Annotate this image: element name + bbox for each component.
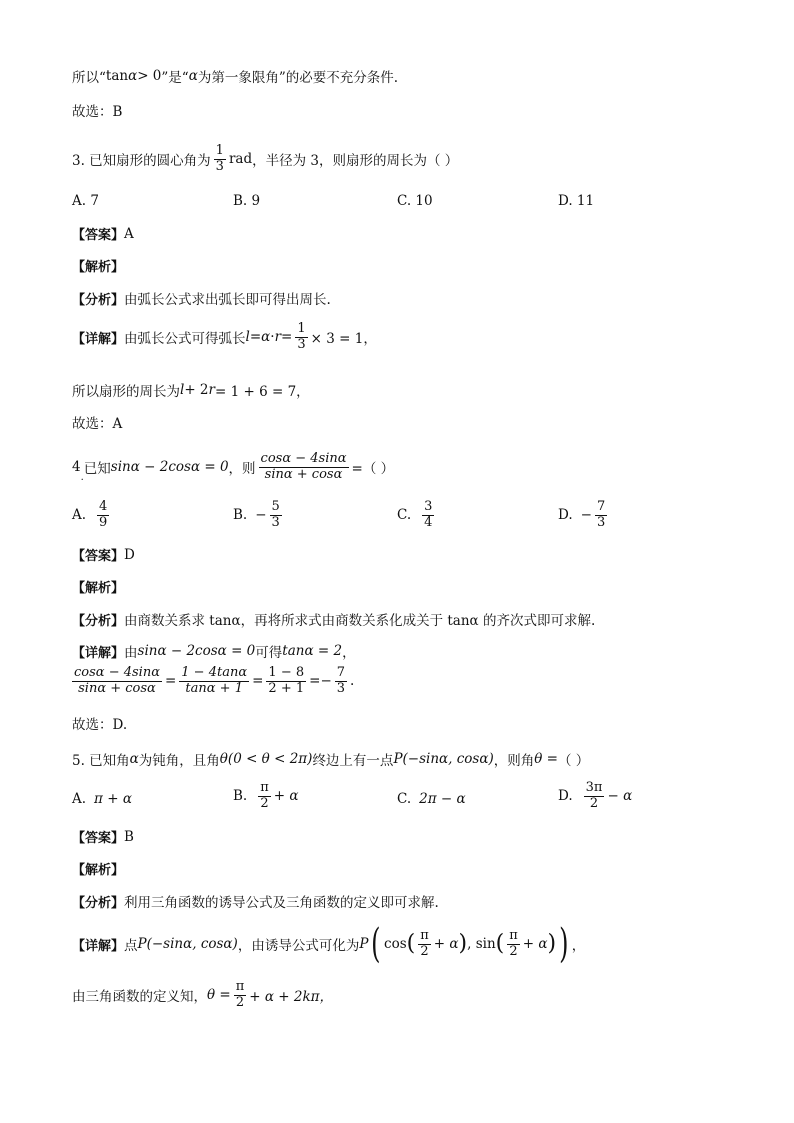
math-expr: P(−sinα, cosα)	[137, 936, 238, 952]
q4-answer	[72, 545, 135, 564]
math-expr: θ(0 < θ < 2π)	[219, 751, 313, 767]
math-func: , sin	[467, 936, 496, 952]
numerator: π	[260, 780, 269, 795]
xiangjie-tag: 【详解】	[72, 331, 125, 347]
math-text: + 2	[184, 382, 209, 398]
text: 3. 已知扇形的圆心角为	[72, 153, 211, 170]
math-var: α	[128, 68, 138, 84]
option-expr: + α	[273, 788, 299, 805]
numerator: 5	[271, 499, 280, 514]
prev-choose: 故选：B	[72, 104, 123, 120]
q4-stem-fraction	[259, 452, 349, 483]
math-text: =	[249, 329, 262, 346]
option-label: D.	[558, 788, 573, 805]
text: 利用三角函数的诱导公式及三角函数的定义即可求解.	[124, 895, 439, 911]
answer-value: D	[124, 546, 135, 563]
q3-fenxi	[72, 288, 331, 308]
denominator: 3	[271, 514, 280, 530]
analysis-tag: 【解析】	[72, 863, 125, 878]
option-fraction	[422, 500, 434, 531]
prev-conclusion	[72, 66, 398, 86]
option-fraction	[97, 500, 109, 531]
numerator: 4	[99, 499, 108, 514]
text: 所以扇形的周长为	[72, 384, 180, 400]
text: 5. 已知角	[72, 753, 130, 769]
math-var: α	[188, 68, 198, 84]
denominator: tanα + 1	[185, 680, 243, 696]
analysis-tag: 【解析】	[72, 581, 125, 596]
q5-option-b	[233, 781, 299, 812]
q4-analysis-tag	[72, 577, 124, 596]
calc-fraction-4	[335, 666, 347, 697]
answer-value: A	[124, 225, 134, 242]
q3-perimeter	[72, 380, 310, 400]
open-paren: (	[406, 931, 416, 956]
math-var: l	[180, 382, 185, 398]
numerator: 1	[215, 143, 224, 158]
text: （ ）	[557, 753, 590, 769]
math-text: tan	[105, 68, 129, 84]
q4-option-a	[72, 500, 112, 531]
analysis-tag: 【解析】	[72, 260, 125, 275]
numerator: π	[509, 927, 518, 943]
option-label: D.	[558, 507, 573, 524]
q3-xiangjie	[72, 322, 377, 353]
equals: =	[309, 673, 321, 690]
text: 由三角函数的定义知，	[72, 989, 207, 1006]
q3-option-c: C. 10	[397, 193, 433, 209]
number-dot: .	[80, 471, 84, 483]
text: 可得	[255, 645, 283, 661]
numerator: cosα − 4sinα	[74, 665, 160, 680]
period: .	[350, 673, 355, 690]
math-var: r	[208, 382, 215, 398]
pi-over-2-fraction	[418, 929, 431, 960]
denominator: 3	[596, 514, 606, 530]
math-expr: θ =	[207, 987, 231, 1004]
fenxi-tag: 【分析】	[72, 292, 125, 308]
math-text: > 0	[137, 68, 162, 84]
q4-option-c	[397, 500, 437, 531]
denominator: 3	[336, 680, 346, 696]
equals: =	[252, 673, 264, 690]
numerator: 3π	[585, 780, 603, 795]
answer-tag: 【答案】	[72, 831, 125, 846]
equals: =	[164, 673, 177, 690]
text: =（ ）	[351, 461, 395, 478]
q5-xiangjie	[72, 922, 585, 966]
option-label: A.	[72, 507, 87, 524]
numerator: 7	[596, 499, 606, 514]
denominator: sinα + cosα	[264, 466, 343, 482]
text: 所以“	[72, 70, 106, 86]
denominator: 4	[424, 514, 433, 530]
close-paren: )	[559, 921, 569, 967]
answer-tag: 【答案】	[72, 228, 125, 243]
denominator: sinα + cosα	[78, 680, 156, 696]
option-label: B.	[233, 507, 248, 524]
denominator: 2	[509, 943, 518, 959]
close-paren: )	[547, 931, 557, 956]
text: 终边上有一点	[312, 753, 394, 769]
text: 由弧长公式可得弧长	[124, 331, 246, 348]
text: ”是“	[161, 70, 189, 86]
close-paren: )	[458, 931, 468, 956]
math-text: × 3 = 1，	[310, 331, 377, 348]
text: ，由诱导公式可化为	[237, 938, 360, 954]
option-fraction	[584, 781, 605, 812]
q4-option-b	[233, 500, 285, 531]
numerator: 1 − 8	[268, 665, 305, 680]
numerator: 7	[336, 665, 346, 680]
q3-option-d: D. 11	[558, 193, 595, 209]
q3-option-b: B. 9	[233, 193, 261, 209]
math-expr: tanα = 2	[282, 643, 343, 659]
numerator: 1 − 4tanα	[181, 665, 248, 680]
calc-fraction-1	[72, 666, 162, 697]
q5-option-d	[558, 781, 632, 812]
option-label: A.	[72, 791, 87, 807]
q3-analysis-tag	[72, 256, 124, 275]
xiangjie-tag: 【详解】	[72, 938, 125, 954]
math-expr: + α	[522, 936, 548, 952]
q3-option-a: A. 7	[72, 193, 99, 209]
text: 为第一象限角”的必要不充分条件.	[197, 70, 399, 86]
q4-stem	[72, 452, 394, 483]
numerator: 3	[424, 499, 433, 514]
fenxi-tag: 【分析】	[72, 895, 125, 911]
q5-analysis-tag	[72, 859, 124, 878]
q5-stem	[72, 749, 589, 769]
sign: −	[580, 507, 592, 524]
option-fraction	[270, 500, 282, 531]
numerator: 1	[297, 321, 306, 336]
unit: rad	[228, 151, 253, 168]
q3-eq-fraction	[295, 322, 307, 353]
q4-option-d	[558, 500, 610, 531]
sign: −	[320, 673, 332, 690]
math-var: r	[274, 329, 282, 346]
q4-calculation	[72, 666, 354, 697]
text: 为钝角，且角	[138, 753, 220, 769]
calc-fraction-3	[266, 666, 306, 697]
math-text: ·	[270, 329, 275, 346]
math-expr: θ =	[534, 751, 558, 767]
q4-choose: 故选：D.	[72, 717, 128, 733]
text: ，则角	[493, 753, 535, 769]
math-func: cos	[384, 936, 407, 952]
option-expr: 2π − α	[419, 791, 466, 807]
q5-definition	[72, 980, 333, 1011]
denominator: 9	[99, 514, 108, 530]
denominator: 2	[589, 795, 599, 811]
numerator: cosα − 4sinα	[260, 451, 347, 466]
q3-angle-fraction	[214, 144, 226, 175]
option-expr: π + α	[94, 791, 132, 807]
math-expr: + α	[433, 936, 459, 952]
question-number: 4	[72, 459, 81, 476]
math-text: = 1 + 6 = 7，	[215, 384, 310, 400]
math-var: l	[245, 329, 250, 346]
option-expr: − α	[607, 788, 633, 805]
text: 由	[124, 645, 138, 661]
text: 由商数关系求 tanα，再将所求式由商数关系化成关于 tanα 的齐次式即可求解.	[124, 613, 596, 629]
open-paren: (	[371, 921, 381, 967]
fenxi-tag: 【分析】	[72, 613, 125, 629]
text: ，则	[228, 461, 256, 478]
math-expr: sinα − 2cosα = 0	[137, 643, 256, 659]
math-expr: sinα − 2cosα = 0	[110, 459, 229, 476]
text: 点	[124, 938, 138, 954]
pi-over-2-fraction	[507, 929, 520, 960]
math-expr: + α + 2kπ，	[249, 989, 334, 1006]
text: 已知	[83, 461, 111, 478]
option-label: C.	[397, 507, 412, 524]
sign: −	[255, 507, 267, 524]
denominator: 2	[420, 943, 429, 959]
numerator: π	[235, 979, 245, 994]
q4-xiangjie	[72, 641, 356, 661]
math-text: =	[281, 329, 293, 346]
option-label: C.	[397, 791, 412, 807]
q3-stem	[72, 144, 458, 175]
math-var: α	[261, 329, 271, 346]
q5-option-a	[72, 791, 132, 807]
answer-tag: 【答案】	[72, 549, 125, 564]
q5-fenxi	[72, 891, 439, 911]
text: ，半径为 3，则扇形的周长为（ ）	[252, 153, 459, 170]
q5-option-c	[397, 791, 466, 807]
denominator: 2 + 1	[268, 680, 305, 696]
option-label: B.	[233, 788, 248, 805]
denominator: 2	[260, 795, 269, 811]
pi-over-2-fraction	[234, 980, 247, 1011]
text: ，	[342, 645, 356, 661]
text: ，	[571, 938, 586, 954]
text: 由弧长公式求出弧长即可得出周长.	[124, 292, 331, 308]
q4-fenxi	[72, 609, 595, 629]
q5-answer	[72, 827, 134, 846]
denominator: 2	[235, 994, 245, 1010]
xiangjie-tag: 【详解】	[72, 645, 125, 661]
calc-fraction-2	[179, 666, 249, 697]
option-fraction	[258, 781, 271, 812]
denominator: 3	[215, 158, 224, 174]
q3-answer	[72, 224, 134, 243]
open-paren: (	[495, 931, 505, 956]
math-var: P	[359, 936, 369, 952]
answer-value: B	[124, 828, 134, 845]
numerator: π	[420, 927, 429, 943]
option-fraction	[595, 500, 607, 531]
math-var: α	[129, 751, 139, 767]
math-expr: P(−sinα, cosα)	[393, 751, 494, 767]
denominator: 3	[297, 336, 306, 352]
q3-choose: 故选：A	[72, 416, 123, 432]
